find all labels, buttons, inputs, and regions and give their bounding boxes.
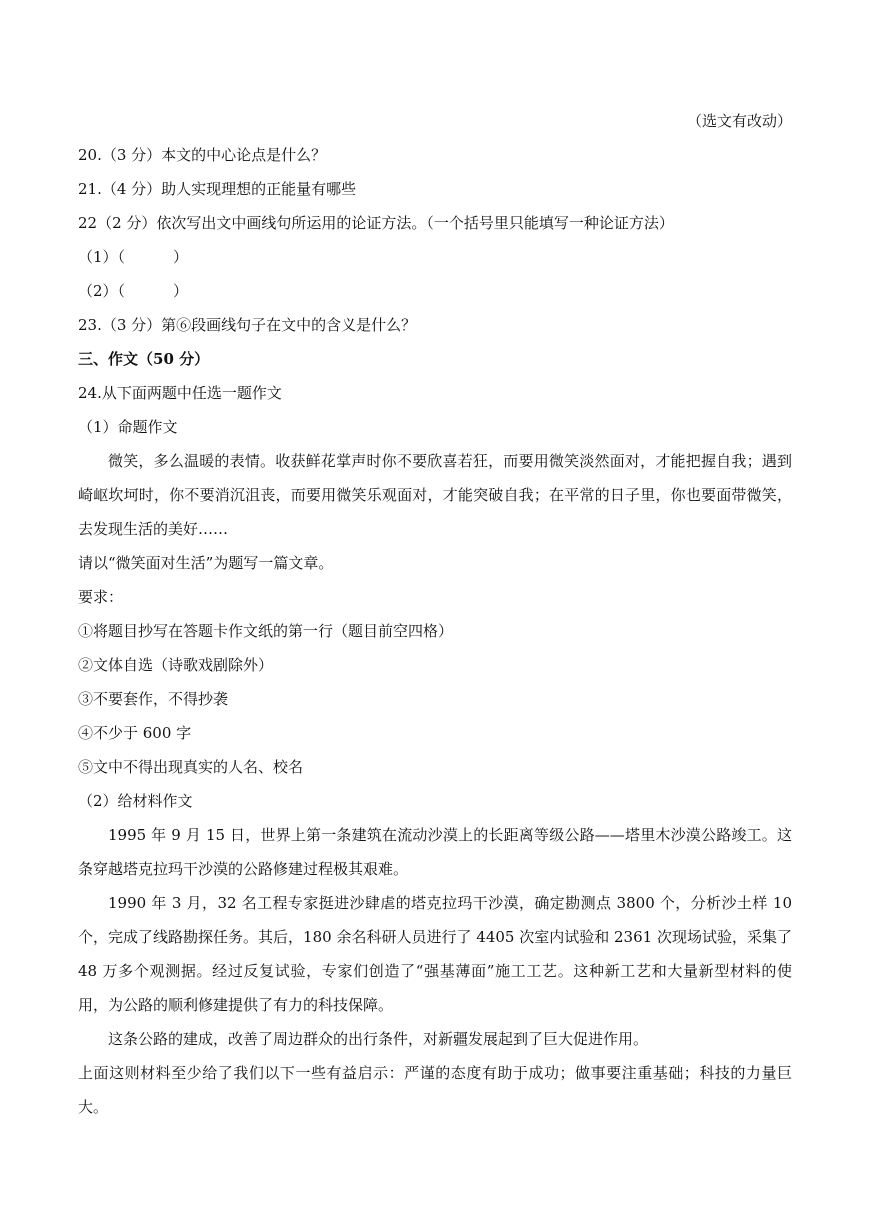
requirement-2: ②文体自选（诗歌戏剧除外） xyxy=(78,656,274,674)
question-22-blank-1 xyxy=(78,240,792,274)
question-22-blank-2 xyxy=(78,274,792,308)
blank-2-open: （2）（ xyxy=(78,282,126,300)
question-22: 22（2 分）依次写出文中画线句所运用的论证方法。（一个括号里只能填写一种论证方法） xyxy=(78,214,674,232)
requirement-4: ④不少于 600 字 xyxy=(78,724,192,742)
document-page xyxy=(78,104,792,1124)
option-2-paragraph-2: 1990 年 3 月，32 名工程专家挺进沙肆虐的塔克拉玛干沙漠，确定勘测点 3800 个，分析沙土样 10 个，完成了线路勘探任务。其后，180 余名科研人员进行了 4405 次室内试验和 2361 次现场试验，采集了 48 万多个观测据。经过反复试验，专家们创造了“强基薄面”施工工艺。这种新工艺和大量新型材料的使用，为公路的顺利修建提供了有力的科技保障。 xyxy=(78,894,792,1014)
blank-1-open: （1）（ xyxy=(78,248,126,266)
requirements-title: 要求： xyxy=(78,588,124,606)
option-2-title: （2）给材料作文 xyxy=(78,792,193,810)
option-1-prompt: 请以“微笑面对生活”为题写一篇文章。 xyxy=(78,554,334,572)
source-note: （选文有改动） xyxy=(686,112,792,130)
blank-1-close: ） xyxy=(173,248,189,266)
option-2-paragraph-1: 1995 年 9 月 15 日，世界上第一条建筑在流动沙漠上的长距离等级公路——塔里木沙漠公路竣工。这条穿越塔克拉玛干沙漠的公路修建过程极其艰难。 xyxy=(78,826,792,878)
option-2-conclusion: 上面这则材料至少给了我们以下一些有益启示：严谨的态度有助于成功；做事要注重基础；科技的力量巨大。 xyxy=(78,1064,792,1116)
requirement-5: ⑤文中不得出现真实的人名、校名 xyxy=(78,758,304,776)
question-21: 21.（4 分）助人实现理想的正能量有哪些 xyxy=(78,180,357,198)
section-heading-composition: 三、作文（50 分） xyxy=(78,350,210,368)
option-2-paragraph-3: 这条公路的建成，改善了周边群众的出行条件，对新疆发展起到了巨大促进作用。 xyxy=(108,1030,649,1048)
requirement-1: ①将题目抄写在答题卡作文纸的第一行（题目前空四格） xyxy=(78,622,454,640)
requirement-3: ③不要套作，不得抄袭 xyxy=(78,690,229,708)
option-1-title: （1）命题作文 xyxy=(78,418,178,436)
option-1-paragraph: 微笑，多么温暖的表情。收获鲜花掌声时你不要欣喜若狂，而要用微笑淡然面对，才能把握自我；遇到崎岖坎坷时，你不要消沉沮丧，而要用微笑乐观面对，才能突破自我；在平常的日子里，你也要面带微笑，去发现生活的美好…… xyxy=(78,452,792,538)
question-23: 23.（3 分）第⑥段画线句子在文中的含义是什么？ xyxy=(78,316,417,334)
blank-2-close: ） xyxy=(173,282,189,300)
question-20: 20.（3 分）本文的中心论点是什么？ xyxy=(78,146,327,164)
question-24: 24.从下面两题中任选一题作文 xyxy=(78,384,282,402)
